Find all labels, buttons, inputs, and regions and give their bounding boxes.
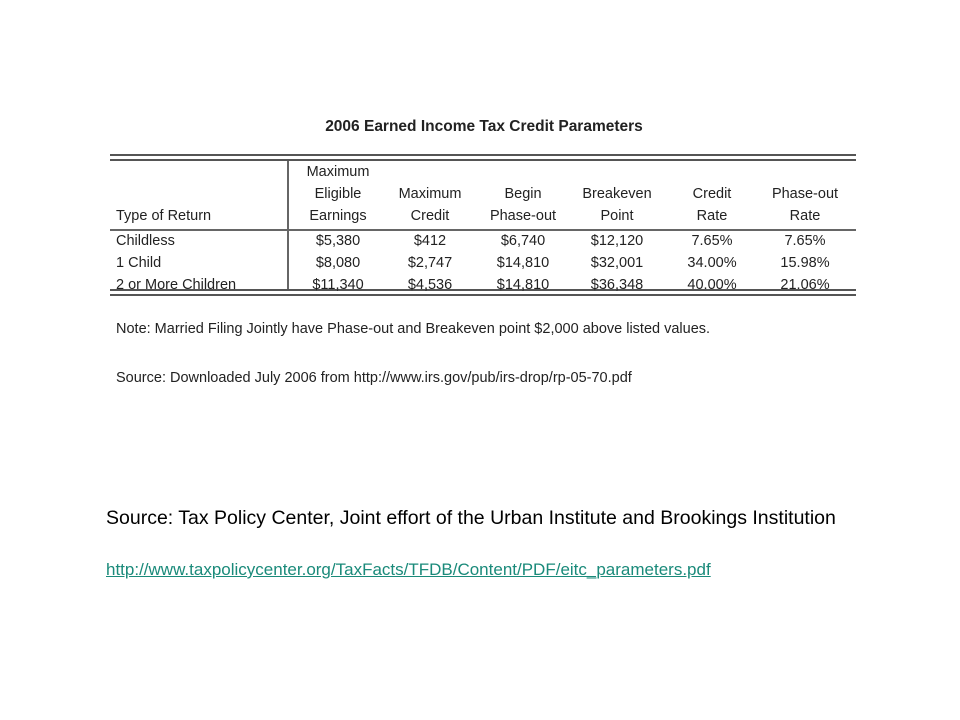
col-header-phase-out-rate <box>760 183 850 227</box>
col-header-line: Maximum <box>306 164 370 180</box>
table-cell: 34.00% <box>687 255 737 271</box>
col-header-line: Credit <box>410 208 450 224</box>
table-note: Note: Married Filing Jointly have Phase-out and Breakeven point $2,000 above listed values. <box>116 321 711 337</box>
row-label-1-child: 1 Child <box>116 255 162 271</box>
col-header-begin-phase-out <box>480 183 566 227</box>
table-top-rule-double <box>110 159 856 161</box>
col-header-breakeven-point <box>572 183 662 227</box>
table-cell: $36,348 <box>590 277 644 293</box>
row-label-childless: Childless <box>116 233 175 249</box>
col-header-max-credit <box>384 183 476 227</box>
table-cell: $14,810 <box>496 255 550 271</box>
table-cell: $2,747 <box>407 255 453 271</box>
table-cell: $6,740 <box>500 233 546 249</box>
table-cell: $11,340 <box>312 277 364 293</box>
table-cell: 40.00% <box>687 277 737 293</box>
col-header-line: Point <box>600 208 634 224</box>
table-cell: 7.65% <box>784 233 826 249</box>
row-label-2-or-more-children: 2 or More Children <box>116 277 237 293</box>
col-header-credit-rate <box>672 183 752 227</box>
table-cell: 7.65% <box>691 233 733 249</box>
table-top-rule <box>110 154 856 156</box>
col-header-max-eligible-earnings <box>294 161 382 227</box>
eitc-parameters-table-figure <box>110 112 858 402</box>
type-of-return-header: Type of Return <box>116 208 212 224</box>
col-header-line: Credit <box>692 186 732 202</box>
table-source-note: Source: Downloaded July 2006 from http://www.irs.gov/pub/irs-drop/rp-05-70.pdf <box>116 370 632 386</box>
col-header-line: Earnings <box>309 208 367 224</box>
table-cell: $14,810 <box>496 277 550 293</box>
citation-text: Source: Tax Policy Center, Joint effort of the Urban Institute and Brookings Institution <box>106 507 836 529</box>
col-header-line: Phase-out <box>771 186 839 202</box>
table-cell: 21.06% <box>780 277 830 293</box>
col-header-line: Rate <box>789 208 821 224</box>
table-cell: $4,536 <box>407 277 453 293</box>
table-cell: $12,120 <box>590 233 644 249</box>
col-header-line: Breakeven <box>582 186 652 202</box>
citation-link[interactable]: http://www.taxpolicycenter.org/TaxFacts/TFDB/Content/PDF/eitc_parameters.pdf <box>106 560 711 579</box>
table-cell: 15.98% <box>780 255 830 271</box>
col-header-line: Phase-out <box>489 208 557 224</box>
table-column-divider <box>287 161 289 289</box>
table-title: 2006 Earned Income Tax Credit Parameters <box>325 118 643 135</box>
table-cell: $8,080 <box>315 255 361 271</box>
col-header-line: Eligible <box>314 186 362 202</box>
col-header-line: Maximum <box>398 186 462 202</box>
col-header-line: Begin <box>504 186 542 202</box>
table-cell: $412 <box>413 233 447 249</box>
table-cell: $5,380 <box>315 233 361 249</box>
table-cell: $32,001 <box>590 255 644 271</box>
col-header-line: Rate <box>696 208 728 224</box>
